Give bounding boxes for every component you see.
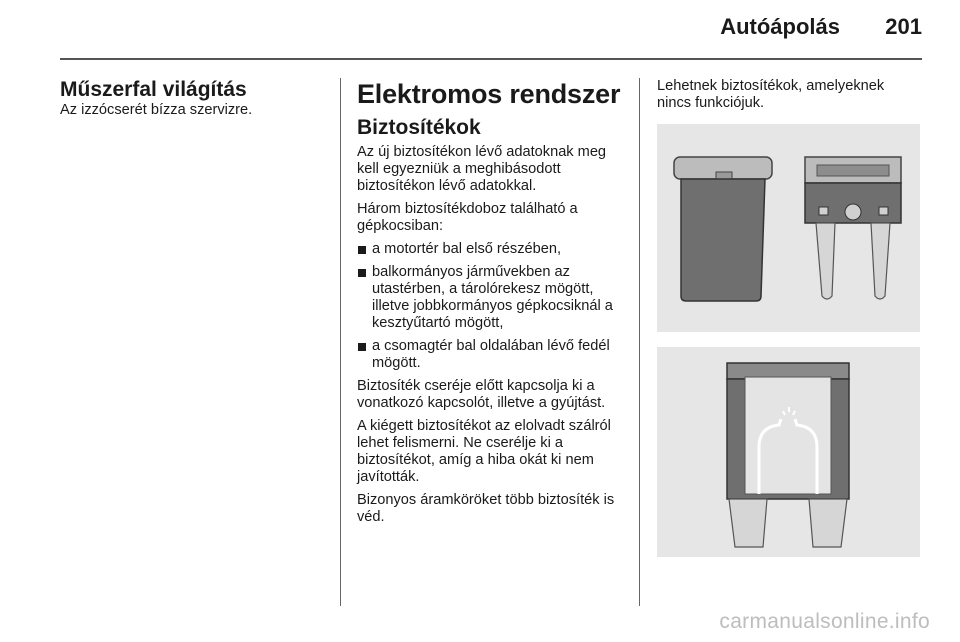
section-heading-dashboard-lighting: Műszerfal világítás [60,78,247,101]
figure-blown-fuse [657,347,920,557]
figure-mini-fuses [657,124,920,332]
list-item: a motortér bal első részében, [357,241,627,258]
right-column [657,78,922,118]
bullet-square-icon [358,269,366,277]
paragraph-multiple-fuses: Bizonyos áramköröket több biztosíték is véd. [357,492,615,525]
column-divider-1 [340,78,341,606]
left-body-text: Az izzócserét bízza szervizre. [60,102,253,118]
bullet-square-icon [358,246,366,254]
paragraph-blown-fuse: A kiégett biztosítékot az elolvadt szálról lehet felismerni. Ne cserélje ki a biztosítékot, amíg a hiba okát ki nem javították. [357,418,611,485]
chapter-heading-electrical-system: Elektromos rendszer [357,79,621,109]
paragraph-fuse-data: Az új biztosítékon lévő adatoknak meg kell egyezniük a meghibásodott biztosítékon lévő adatokkal. [357,144,607,194]
paragraph-fuse-boxes: Három biztosítékdoboz található a gépkocsiban: [357,201,578,234]
bullet-square-icon [358,343,366,351]
column-divider-2 [639,78,640,606]
paragraph-unused-fuses: Lehetnek biztosítékok, amelyeknek nincs funkciójuk. [657,78,885,111]
paragraph-switch-off: Biztosíték cseréje előtt kapcsolja ki a vonatkozó kapcsolót, illetve a gyújtást. [357,378,606,411]
subheading-fuses: Biztosítékok [357,116,481,139]
list-item: balkormányos járművekben az utastérben, a tárolórekesz mögött, illetve jobbkormányos gépkocsiknál a kesztyűtartó mögött, [357,264,627,332]
fuse-closeup [727,363,849,547]
middle-column [357,78,627,532]
header-rule [60,58,922,60]
page-number: 201 [885,14,922,39]
mini-fuses-illustration [657,124,920,332]
fuse-front-view [805,157,901,299]
watermark-text: carmanualsonline.info [719,610,930,633]
blown-fuse-illustration [657,347,920,557]
fuse-side-view [674,157,772,301]
header-title: Autóápolás [720,14,840,39]
left-column [60,78,330,125]
list-item: a csomagtér bal oldalában lévő fedél mögött. [357,338,627,372]
fuse-box-locations-list [357,241,627,372]
